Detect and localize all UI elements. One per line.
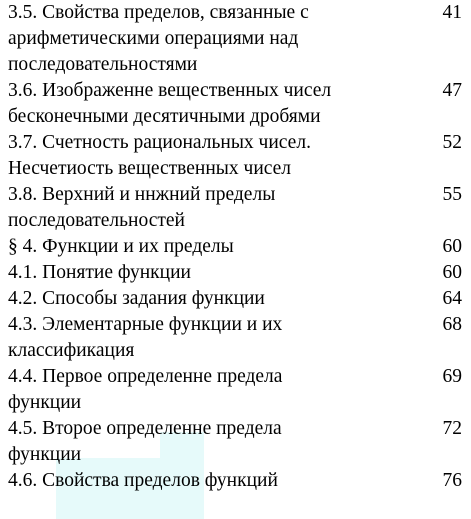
toc-entry-4-3[interactable]: [0, 312, 471, 364]
toc-entry-title: 4.2. Способы задания функции: [8, 288, 265, 309]
toc-entry-page: 60: [442, 236, 462, 257]
toc-entry-title: 3.6. Изображенне вещественных чисел бесконечными десятичными дробями: [8, 80, 332, 127]
toc-entry-page: 55: [442, 184, 462, 205]
toc-entry-title: 4.1. Понятие функции: [8, 262, 191, 283]
toc-entry-title: 3.5. Свойства пределов, связанные с арифметическими операциями над последовательностями: [8, 2, 309, 75]
toc-entry-title: 4.6. Свойства пределов функций: [8, 470, 278, 491]
toc-entry-page: 60: [442, 262, 462, 283]
toc-entry-title: § 4. Функции и их пределы: [8, 236, 234, 257]
toc-entry-title: 4.5. Второе определенне предела функции: [8, 418, 282, 465]
toc-entry-title: 3.7. Счетность рациональных чисел. Несчетиость вещественных чисел: [8, 132, 311, 179]
toc-entry-page: 72: [442, 418, 462, 439]
toc-entry-title: 4.3. Элементарные функции и их классификация: [8, 314, 283, 361]
toc-entry-3-6[interactable]: [0, 78, 471, 130]
toc-entry-page: 76: [442, 470, 462, 491]
toc-entry-4-5[interactable]: [0, 416, 471, 468]
toc-entry-section-4[interactable]: [0, 234, 471, 260]
toc-entry-page: 52: [442, 132, 462, 153]
toc-entry-4-6[interactable]: [0, 468, 471, 494]
toc-entry-title: 3.8. Верхний и ннжний пределы последовательностей: [8, 184, 276, 231]
toc-entry-page: 68: [442, 314, 462, 335]
toc-entry-3-7[interactable]: [0, 130, 471, 182]
toc-entry-page: 69: [442, 366, 462, 387]
toc-entry-3-8[interactable]: [0, 182, 471, 234]
toc-entry-page: 47: [442, 80, 462, 101]
toc-entry-page: 41: [442, 2, 462, 23]
toc-entry-page: 64: [442, 288, 462, 309]
toc-entry-4-4[interactable]: [0, 364, 471, 416]
toc-entry-3-5[interactable]: [0, 0, 471, 78]
toc-entry-4-1[interactable]: [0, 260, 471, 286]
toc-entry-title: 4.4. Первое определенне предела функции: [8, 366, 283, 413]
toc-entry-4-2[interactable]: [0, 286, 471, 312]
